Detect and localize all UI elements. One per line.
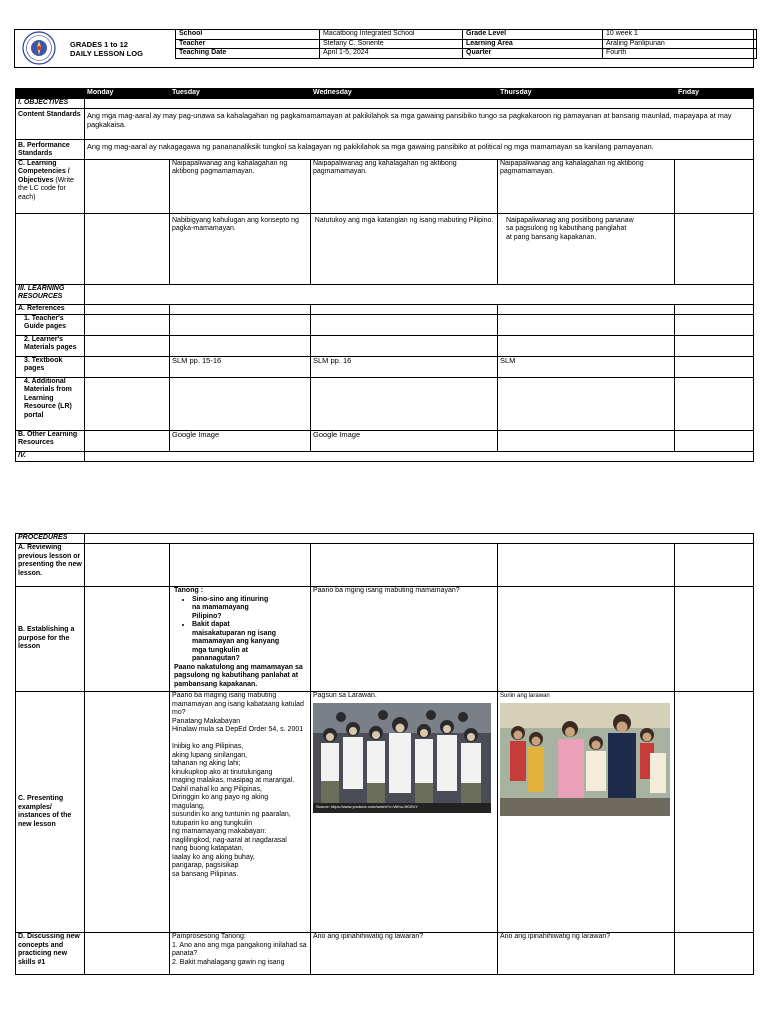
am-monday bbox=[85, 377, 170, 430]
references-thursday bbox=[498, 304, 675, 314]
am-tuesday bbox=[170, 377, 311, 430]
day-monday: Monday bbox=[85, 89, 170, 99]
content-standards-text: Ang mga mag-aaral ay may pag-unawa sa kahalagahan ng pagkamamamayan at pakikilahok sa mga gawaing pansibiko tungo sa pagkakaroon ng pamayanan at bansang maunlad, mapayapa at may pagkakaisa. bbox=[85, 108, 754, 139]
iv-row bbox=[16, 451, 754, 461]
presenting-row bbox=[16, 692, 754, 933]
a-wednesday bbox=[311, 544, 498, 587]
textbook-label: 3. Textbook pages bbox=[16, 356, 85, 377]
b-question-1: • Sino-sino ang itinuring na mamamayang Pilipino? bbox=[192, 596, 308, 622]
establishing-label: B. Establishing a purpose for the lesson bbox=[16, 587, 85, 692]
other-monday bbox=[85, 430, 170, 451]
c-tuesday: Paano ba maging isang mabuting mamamayan ang isang kabataang katulad mo? Panatang Makabayan Hinalaw mula sa DepEd Order 54, s. 2001 Iniibig ko ang Pilipinas, aking lupang sinilangan, tahanan ng aking lahi; kinukupkop ako at tinutulungang maging malakas, masipag at marangal. Dahil mahal ko ang Pilipinas, Diringgin ko ang payo ng aking magulang, susundin ko ang tuntunin ng paaralan, tutuparin ko ang tungkulin ng mamamayang makabayan: naglilingkod, nag-aaral at nagdarasal nang buong katapatan. Iaalay ko ang aking buhay, pangarap, pagsisikap sa bansang Pilipinas. bbox=[170, 692, 311, 933]
lc1-wednesday: Naipapaliwanag ang kahalagahan ng aktibong pagmamamayan. bbox=[311, 159, 498, 213]
a-monday bbox=[85, 544, 170, 587]
competencies-label-cell bbox=[16, 159, 85, 213]
b-question-2: • Bakit dapat maisakatuparan ng isang mamamayan ang kanyang mga tungkulin at pananagutan? bbox=[192, 621, 308, 664]
lm-thursday bbox=[498, 335, 675, 356]
other-friday bbox=[675, 430, 754, 451]
header-info-table bbox=[175, 29, 757, 59]
performance-standards-row bbox=[16, 139, 754, 159]
content-standards-label: Content Standards bbox=[16, 108, 85, 139]
community-photo bbox=[500, 703, 670, 816]
am-friday bbox=[675, 377, 754, 430]
b-thursday bbox=[498, 587, 675, 692]
log-title-line2: DAILY LESSON LOG bbox=[70, 49, 143, 58]
a-thursday bbox=[498, 544, 675, 587]
b-tuesday bbox=[170, 587, 311, 692]
performance-standards-text: Ang mg mag-aaral ay nakagagawa ng panananaliksik tungkol sa kalagayan ng pakikilahok sa mga gawaing pansibiko at political ng mga mamamayan sa kanilang pamayanan. bbox=[85, 139, 754, 159]
day-tuesday: Tuesday bbox=[170, 89, 311, 99]
iv-label: IV. bbox=[16, 451, 85, 461]
b-wednesday: Paano ba mging isang mabuting mamamayan? bbox=[311, 587, 498, 692]
quarter-label: Quarter bbox=[463, 49, 603, 59]
grade-level-label: Grade Level bbox=[463, 30, 603, 40]
competencies-row-2 bbox=[16, 213, 754, 284]
textbook-friday bbox=[675, 356, 754, 377]
lm-tuesday bbox=[170, 335, 311, 356]
lc2-thursday: Naipapaliwanag ang positibong pananaw sa pagsulong ng kabutihang panglahat at pang bansang kapakanan. bbox=[498, 213, 675, 284]
establishing-row bbox=[16, 587, 754, 692]
am-wednesday bbox=[311, 377, 498, 430]
school-value: Macatbong Integrated School bbox=[320, 30, 463, 40]
d-friday bbox=[675, 933, 754, 975]
competencies-row-1 bbox=[16, 159, 754, 213]
procedures-heading-row bbox=[16, 534, 754, 544]
log-title-line1: GRADES 1 to 12 bbox=[70, 40, 128, 49]
performance-standards-label: B. Performance Standards bbox=[16, 139, 85, 159]
objectives-resources-table bbox=[15, 88, 754, 462]
teacher-label: Teacher bbox=[176, 39, 320, 49]
tg-thursday bbox=[498, 314, 675, 335]
objectives-heading-fill bbox=[85, 98, 754, 108]
iv-fill bbox=[85, 451, 754, 461]
lc2-label-blank bbox=[16, 213, 85, 284]
day-thursday: Thursday bbox=[498, 89, 675, 99]
c-thursday-caption: Suriin ang larawan bbox=[500, 693, 550, 699]
day-header-row bbox=[16, 89, 754, 99]
procedures-heading-fill bbox=[85, 534, 754, 544]
teaching-date-value: April 1-5, 2024 bbox=[320, 49, 463, 59]
b-tuesday-intro: Tanong : bbox=[174, 587, 204, 594]
photo-source: Source: https://www.youtube.com/watch?v=Wrhu-9iOEkY bbox=[316, 804, 418, 809]
procedures-heading: PROCEDURES bbox=[16, 534, 85, 544]
presenting-label: C. Presenting examples/ instances of the new lesson bbox=[16, 692, 85, 933]
tg-tuesday bbox=[170, 314, 311, 335]
teaching-date-label: Teaching Date bbox=[176, 49, 320, 59]
lc2-tuesday: Nabibigyang kahulugan ang konsepto ng pagka-mamamayan. bbox=[170, 213, 311, 284]
day-friday: Friday bbox=[675, 89, 754, 99]
school-label: School bbox=[176, 30, 320, 40]
lc2-monday bbox=[85, 213, 170, 284]
tg-monday bbox=[85, 314, 170, 335]
d-monday bbox=[85, 933, 170, 975]
competencies-note: (Write the LC code for each) bbox=[18, 176, 74, 201]
procedures-table bbox=[15, 533, 754, 975]
lc1-thursday: Naipapaliwanag ang kahalagahan ng aktibong pagmamamayan. bbox=[498, 159, 675, 213]
c-wednesday-caption: Pagsuri sa Larawan. bbox=[313, 692, 377, 699]
header-logo-area bbox=[18, 30, 178, 66]
students-photo bbox=[313, 703, 491, 813]
tg-friday bbox=[675, 314, 754, 335]
quarter-value: Fourth bbox=[603, 49, 757, 59]
lc2-wednesday: Natutukoy ang mga katangian ng isang mabuting Pilipino. bbox=[311, 213, 498, 284]
learning-area-value: Araling Panlipunan bbox=[603, 39, 757, 49]
references-friday bbox=[675, 304, 754, 314]
textbook-row bbox=[16, 356, 754, 377]
header-block bbox=[14, 29, 754, 68]
other-resources-label: B. Other Learning Resources bbox=[16, 430, 85, 451]
learners-materials-label: 2. Learner's Materials pages bbox=[16, 335, 85, 356]
references-wednesday bbox=[311, 304, 498, 314]
references-monday bbox=[85, 304, 170, 314]
c-wednesday bbox=[311, 692, 498, 933]
header-row bbox=[176, 39, 757, 49]
deped-seal-icon bbox=[22, 31, 56, 65]
b-monday bbox=[85, 587, 170, 692]
teacher-value: Stefany C. Soriente bbox=[320, 39, 463, 49]
references-tuesday bbox=[170, 304, 311, 314]
content-standards-row bbox=[16, 108, 754, 139]
references-label: A. References bbox=[16, 304, 85, 314]
additional-materials-label: 4. Additional Materials from Learning Resource (LR) portal bbox=[16, 377, 85, 430]
other-resources-row bbox=[16, 430, 754, 451]
lm-friday bbox=[675, 335, 754, 356]
lc1-monday bbox=[85, 159, 170, 213]
reviewing-label: A. Reviewing previous lesson or presenting the new lesson. bbox=[16, 544, 85, 587]
log-title bbox=[70, 40, 143, 58]
d-wednesday: Ano ang ipinahihiwatig ng lawaran? bbox=[311, 933, 498, 975]
learners-materials-row bbox=[16, 335, 754, 356]
lc1-tuesday: Naipapaliwanag ang kahalagahan ng aktibong pagmamamayan. bbox=[170, 159, 311, 213]
am-thursday bbox=[498, 377, 675, 430]
discussing-row bbox=[16, 933, 754, 975]
teachers-guide-label: 1. Teacher's Guide pages bbox=[16, 314, 85, 335]
learning-area-label: Learning Area bbox=[463, 39, 603, 49]
competencies-label: C. Learning Competencies / Objectives bbox=[18, 159, 70, 184]
learning-resources-heading-row bbox=[16, 284, 754, 304]
learning-resources-heading-fill bbox=[85, 284, 754, 304]
reviewing-row bbox=[16, 544, 754, 587]
references-row bbox=[16, 304, 754, 314]
header-row bbox=[176, 49, 757, 59]
b-friday bbox=[675, 587, 754, 692]
teachers-guide-row bbox=[16, 314, 754, 335]
day-wednesday: Wednesday bbox=[311, 89, 498, 99]
a-tuesday bbox=[170, 544, 311, 587]
learning-resources-heading: III. LEARNING RESOURCES bbox=[16, 284, 85, 304]
day-header-blank bbox=[16, 89, 85, 99]
d-tuesday: Pamprosesong Tanong: 1. Ano ano ang mga pangakong inilahad sa panata? 2. Bakit mahalagang gawin ng isang bbox=[170, 933, 311, 975]
discussing-label: D. Discussing new concepts and practicing new skills #1 bbox=[16, 933, 85, 975]
lc2-friday bbox=[675, 213, 754, 284]
community-photo-image bbox=[500, 703, 670, 816]
a-friday bbox=[675, 544, 754, 587]
additional-materials-row bbox=[16, 377, 754, 430]
textbook-tuesday: SLM pp. 15-16 bbox=[170, 356, 311, 377]
c-thursday bbox=[498, 692, 675, 933]
lc1-friday bbox=[675, 159, 754, 213]
b-tuesday-closing: Paano nakatulong ang mamamayan sa pagsulong ng kabutihang panlahat at pambansang kapakanan. bbox=[174, 663, 303, 688]
b-tuesday-questions bbox=[174, 596, 308, 664]
d-thursday: Ano ang ipinahihiwatig ng larawan? bbox=[498, 933, 675, 975]
other-wednesday: Google Image bbox=[311, 430, 498, 451]
tg-wednesday bbox=[311, 314, 498, 335]
students-photo-image bbox=[313, 703, 491, 813]
c-monday bbox=[85, 692, 170, 933]
textbook-wednesday: SLM pp. 16 bbox=[311, 356, 498, 377]
lm-wednesday bbox=[311, 335, 498, 356]
other-tuesday: Google Image bbox=[170, 430, 311, 451]
objectives-heading: I. OBJECTIVES bbox=[16, 98, 85, 108]
textbook-monday bbox=[85, 356, 170, 377]
header-row bbox=[176, 30, 757, 40]
textbook-thursday: SLM bbox=[498, 356, 675, 377]
other-thursday bbox=[498, 430, 675, 451]
objectives-heading-row bbox=[16, 98, 754, 108]
grade-level-value: 10 week 1 bbox=[603, 30, 757, 40]
c-friday bbox=[675, 692, 754, 933]
lm-monday bbox=[85, 335, 170, 356]
